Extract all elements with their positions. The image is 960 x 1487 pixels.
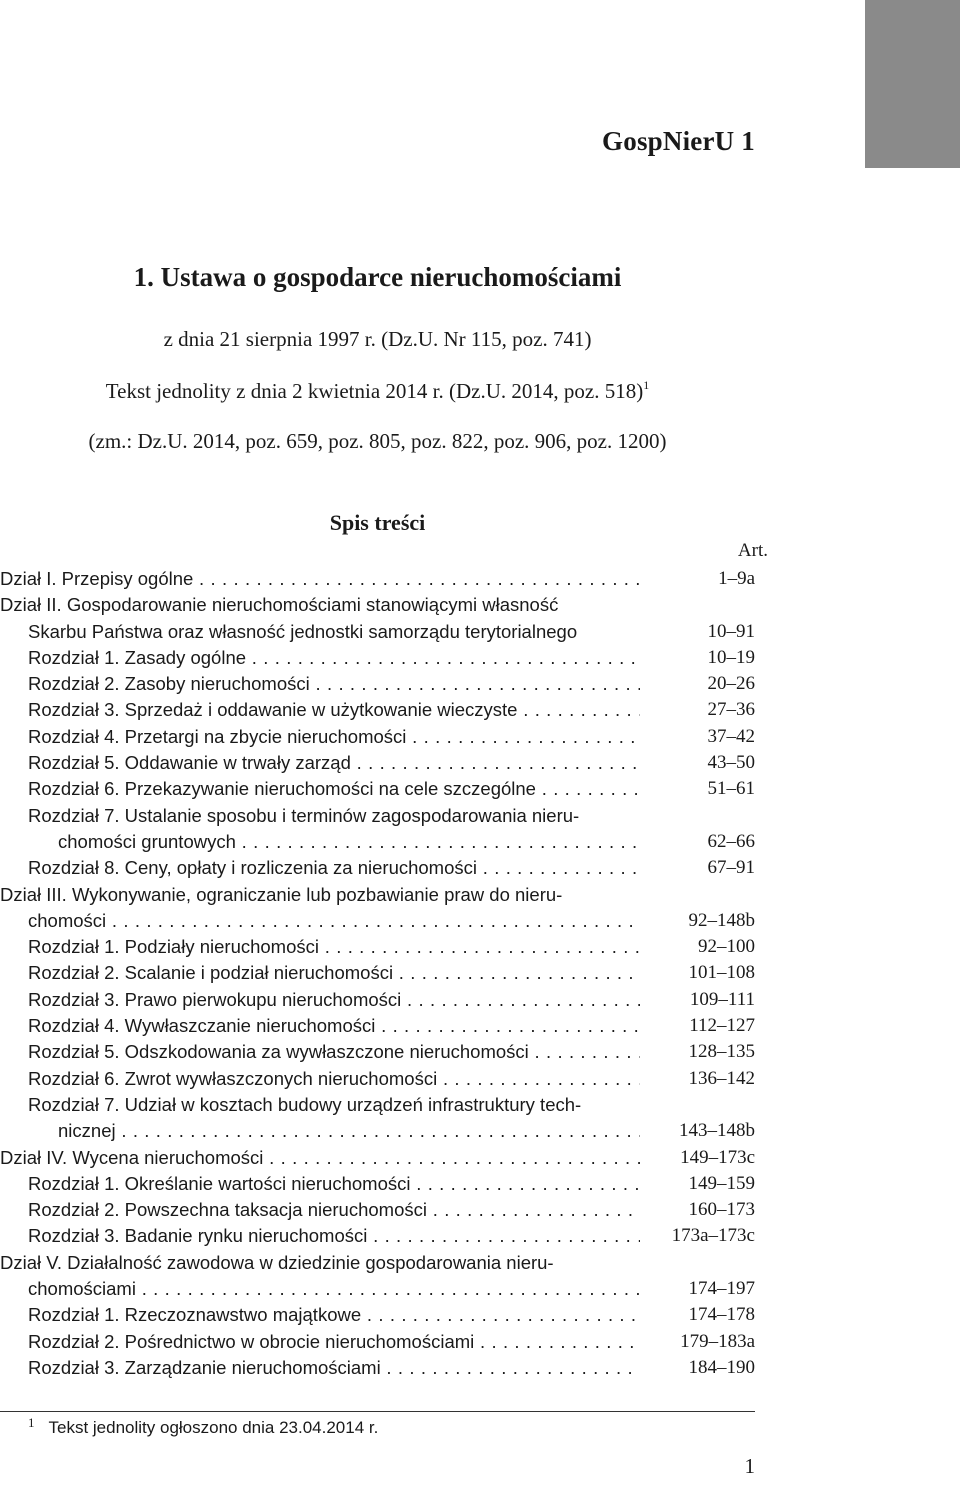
toc-entry-articles: 1–9a: [718, 568, 755, 589]
toc-entry-text: Rozdział 1. Zasady ogólne . . .: [28, 645, 640, 671]
toc-entry-text: Rozdział 4. Przetargi na zbycie nieruchomości . . .: [28, 724, 640, 750]
toc-entry-text: Rozdział 2. Powszechna taksacja nieruchomości . . .: [28, 1197, 640, 1223]
consolidated-text-line: [0, 378, 755, 404]
toc-entry-text: Rozdział 3. Prawo pierwokupu nieruchomości . . .: [28, 987, 640, 1013]
toc-entry-articles: 179–183a: [680, 1330, 755, 1352]
footnote: [28, 1415, 379, 1438]
toc-entry[interactable]: [0, 619, 960, 645]
toc-entry[interactable]: [0, 1066, 960, 1092]
toc-entry-articles: 37–42: [707, 725, 755, 747]
toc-entry-text: Rozdział 1. Rzeczoznawstwo majątkowe . . .: [28, 1302, 640, 1328]
toc-entry[interactable]: [0, 1355, 960, 1381]
toc-entry-text: Dział II. Gospodarowanie nieruchomościami stanowiącymi własność: [0, 594, 559, 616]
toc-entry[interactable]: [0, 1013, 960, 1039]
toc-entry-text: Dział I. Przepisy ogólne . . .: [0, 566, 640, 592]
toc-entry-text: Rozdział 6. Zwrot wywłaszczonych nieruchomości . . .: [28, 1066, 640, 1092]
toc-entry-articles: 27–36: [707, 699, 755, 721]
toc-entry-text: Rozdział 4. Wywłaszczanie nieruchomości . . .: [28, 1013, 640, 1039]
toc-entry[interactable]: [0, 1302, 960, 1328]
toc-entry-articles: 92–148b: [688, 909, 755, 931]
toc-entry-text: Dział III. Wykonywanie, ograniczanie lub pozbawianie praw do nieru-: [0, 883, 563, 905]
toc-entry-text: Rozdział 7. Udział w kosztach budowy urządzeń infrastruktury tech-: [28, 1093, 582, 1115]
toc-entry-text: Rozdział 2. Zasoby nieruchomości . . .: [28, 671, 640, 697]
toc-entry-articles: 174–197: [688, 1278, 755, 1300]
toc-entry[interactable]: [0, 671, 960, 697]
toc-entry[interactable]: [0, 1197, 960, 1223]
footnote-divider: [0, 1411, 755, 1412]
toc-entry[interactable]: [0, 934, 960, 960]
toc-entry-articles: 62–66: [707, 830, 755, 852]
footnote-number: 1: [28, 1415, 35, 1430]
toc-entry-text: chomości gruntowych . . .: [58, 829, 640, 855]
toc-entry-articles: 136–142: [688, 1067, 755, 1089]
toc-entry-articles: 160–173: [688, 1199, 755, 1221]
toc-entry-articles: 149–173c: [680, 1146, 755, 1168]
toc-entry-articles: 10–19: [707, 646, 755, 668]
toc-entry[interactable]: [0, 882, 960, 908]
toc-entry-text: Rozdział 3. Badanie rynku nieruchomości . . .: [28, 1223, 640, 1249]
toc-entry-text: Dział IV. Wycena nieruchomości . . .: [0, 1145, 640, 1171]
enactment-date-line: z dnia 21 sierpnia 1997 r. (Dz.U. Nr 115, poz. 741): [163, 327, 592, 351]
toc-entry[interactable]: [0, 592, 960, 618]
toc-entry[interactable]: [0, 566, 960, 592]
table-of-contents: [0, 566, 960, 1381]
toc-entry-articles: 149–159: [688, 1172, 755, 1194]
toc-entry-articles: 10–91: [707, 620, 755, 642]
toc-entry-text: Rozdział 1. Określanie wartości nieruchomości . . .: [28, 1171, 640, 1197]
toc-entry-text: Rozdział 7. Ustalanie sposobu i terminów zagospodarowania nieru-: [28, 804, 580, 826]
toc-entry-articles: 67–91: [707, 857, 755, 879]
toc-entry[interactable]: [0, 1171, 960, 1197]
toc-entry-articles: 143–148b: [679, 1120, 755, 1142]
toc-entry-text: Rozdział 1. Podziały nieruchomości . . .: [28, 934, 640, 960]
toc-entry-articles: 112–127: [689, 1015, 755, 1037]
page-number: 1: [744, 1454, 755, 1478]
toc-entry-text: Dział V. Działalność zawodowa w dziedzinie gospodarowania nieru-: [0, 1251, 554, 1273]
toc-entry[interactable]: [0, 987, 960, 1013]
toc-entry-text: Rozdział 2. Scalanie i podział nieruchomości . . .: [28, 960, 640, 986]
toc-entry[interactable]: [0, 1039, 960, 1065]
toc-entry[interactable]: [0, 829, 960, 855]
toc-entry-text: Rozdział 3. Sprzedaż i oddawanie w użytkowanie wieczyste . . .: [28, 697, 640, 723]
toc-entry[interactable]: [0, 803, 960, 829]
toc-entry-articles: 173a–173c: [671, 1225, 755, 1247]
amendments-line: (zm.: Dz.U. 2014, poz. 659, poz. 805, poz. 822, poz. 906, poz. 1200): [88, 429, 667, 453]
running-header-code: GospNierU 1: [602, 126, 755, 156]
toc-entry-articles: 20–26: [707, 673, 755, 695]
toc-entry[interactable]: [0, 1118, 960, 1144]
toc-entry[interactable]: [0, 1276, 960, 1302]
toc-heading: Spis treści: [329, 510, 426, 535]
toc-entry[interactable]: [0, 750, 960, 776]
toc-entry-articles: 51–61: [707, 778, 755, 800]
toc-entry[interactable]: [0, 855, 960, 881]
toc-entry[interactable]: [0, 697, 960, 723]
toc-entry-articles: 128–135: [688, 1041, 755, 1063]
toc-article-column-label: Art.: [737, 540, 768, 561]
toc-entry[interactable]: [0, 776, 960, 802]
toc-entry[interactable]: [0, 908, 960, 934]
toc-entry[interactable]: [0, 645, 960, 671]
toc-entry[interactable]: [0, 960, 960, 986]
toc-entry-text: nicznej . . .: [58, 1118, 640, 1144]
thumb-index-tab: [865, 0, 960, 168]
document-title: 1. Ustawa o gospodarce nieruchomościami: [133, 262, 622, 292]
toc-entry-articles: 43–50: [707, 752, 755, 774]
toc-entry-text: Rozdział 8. Ceny, opłaty i rozliczenia za nieruchomości . . .: [28, 855, 640, 881]
toc-entry-articles: 92–100: [698, 936, 755, 958]
toc-entry-articles: 109–111: [689, 988, 755, 1010]
toc-entry[interactable]: [0, 1223, 960, 1249]
toc-entry-text: chomościami . . .: [28, 1276, 640, 1302]
toc-entry[interactable]: [0, 1329, 960, 1355]
toc-entry[interactable]: [0, 1145, 960, 1171]
toc-entry-text: Rozdział 3. Zarządzanie nieruchomościami . . .: [28, 1355, 640, 1381]
toc-entry-text: chomości . . .: [28, 908, 640, 934]
toc-entry-text: Rozdział 6. Przekazywanie nieruchomości na cele szczególne . . .: [28, 776, 640, 802]
toc-entry[interactable]: [0, 1250, 960, 1276]
toc-entry[interactable]: [0, 724, 960, 750]
toc-entry-text: Skarbu Państwa oraz własność jednostki samorządu terytorialnego: [28, 620, 578, 642]
toc-entry-text: Rozdział 5. Oddawanie w trwały zarząd . . .: [28, 750, 640, 776]
toc-entry-text: Rozdział 5. Odszkodowania za wywłaszczone nieruchomości . . .: [28, 1039, 640, 1065]
footnote-reference[interactable]: 1: [643, 378, 650, 392]
consolidated-text: Tekst jednolity z dnia 2 kwietnia 2014 r. (Dz.U. 2014, poz. 518): [105, 379, 644, 403]
toc-entry-articles: 101–108: [688, 962, 755, 984]
toc-entry[interactable]: [0, 1092, 960, 1118]
toc-entry-articles: 184–190: [688, 1356, 755, 1378]
toc-entry-text: Rozdział 2. Pośrednictwo w obrocie nieruchomościami . . .: [28, 1329, 640, 1355]
toc-entry-articles: 174–178: [688, 1304, 755, 1326]
footnote-text: Tekst jednolity ogłoszono dnia 23.04.2014 r.: [48, 1418, 379, 1437]
